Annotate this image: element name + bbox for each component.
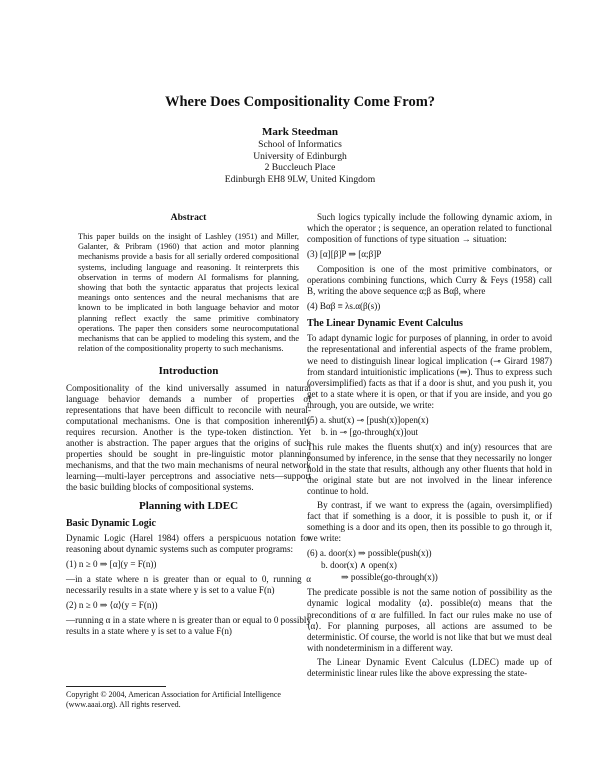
- equation-2: (2) n ≥ 0 ⇒ ⟨α⟩(y = F(n)): [66, 600, 158, 611]
- equation-5b: b. in ⊸ [go-through(x)]out: [321, 426, 419, 437]
- ldec-paragraph: To adapt dynamic logic for purposes of planning, in order to avoid the representational and inferential aspects of the frame problem, we need to distinguish linear logical implication (⊸ Girard 1987) from standard intuitionistic implications (⇒). Thus to express such (oversimplified) facts as that if a door is shut, and you push it, you get to a state where it is open, or that if you are inside, and you go through, you are outside, we write:: [307, 333, 552, 410]
- composition-paragraph: Composition is one of the most primitive combinators, or operations combining functions, which Curry & Feys (1958) call B, writing the above sequence α;β as Bαβ, where: [307, 264, 552, 297]
- right-column: [307, 212, 552, 682]
- author-street: 2 Buccleuch Place: [264, 162, 336, 174]
- dynamic-logic-subheading: Basic Dynamic Logic: [66, 518, 156, 530]
- author-city: Edinburgh EH8 9LW, United Kingdom: [224, 173, 376, 185]
- equation-6a: (6) a. door(x) ⇒ possible(push(x)): [307, 548, 432, 559]
- introduction-heading: Introduction: [158, 365, 219, 378]
- footnote-rule: [66, 686, 166, 687]
- ldec-rules-paragraph: The Linear Dynamic Event Calculus (LDEC) made up of deterministic linear rules like the above expressing the state-: [307, 656, 552, 678]
- dynamic-logic-paragraph: Dynamic Logic (Harel 1984) offers a perspicuous notation for reasoning about dynamic systems such as computer programs:: [66, 533, 311, 555]
- equation-6c: ⇒ possible(go-through(x)): [341, 572, 438, 583]
- copyright-footnote: [66, 686, 311, 710]
- equation-2-gloss: —running α in a state where n is greater than or equal to 0 possibly results in a state where y is set to a value F(n): [66, 615, 311, 637]
- contrast-paragraph: By contrast, if we want to express the (again, oversimplified) fact that if something is a door, it is possible to push it, or if something is a door and its open, then its possible to go through it, we write:: [307, 500, 552, 544]
- ldec-heading: The Linear Dynamic Event Calculus: [307, 318, 463, 330]
- sequence-paragraph: Such logics typically include the following dynamic axiom, in which the operator ; is sequence, an operation related to functional composition of functions of type situation → situation:: [307, 212, 552, 245]
- left-column: [66, 212, 311, 640]
- planning-heading: Planning with LDEC: [138, 500, 239, 512]
- equation-6b: b. door(x) ∧ open(x): [321, 560, 397, 571]
- author-block: [0, 126, 600, 185]
- equation-1-gloss: —in a state where n is greater than or equal to 0, running α necessarily results in a state where y is set to a value F(n): [66, 574, 311, 596]
- author-university: University of Edinburgh: [253, 150, 347, 162]
- abstract-text: This paper builds on the insight of Lashley (1951) and Miller, Galanter, & Pribram (1960) that action and motor planning mechanisms provide a basis for all serially ordered compositional systems, including language and reasoning. It reinterprets this observation in terms of modern AI formalisms for planning, showing that both the syntactic apparatus that projects lexical meanings onto sentences and the neural mechanisms that are known to be implicated in both language behavior and motor planning reflect exactly the same primitive combinatory operations. The paper then considers some neurocomputational mechanisms that can be applied to modeling this system, and the relation of the compositionality property to such mechanisms.: [78, 232, 299, 354]
- author-affiliation: School of Informatics: [258, 139, 342, 150]
- equation-3: (3) [α][β]P ⇒ [α;β]P: [307, 249, 382, 260]
- copyright-text: Copyright © 2004, American Association for Artificial Intelligence (www.aaai.org). All rights reserved.: [66, 690, 281, 709]
- abstract-heading: Abstract: [170, 212, 207, 223]
- introduction-paragraph: Compositionality of the kind universally assumed in natural language behavior demands a number of properties of representations that have been difficult to reconcile with neural-computational mechanisms. One is that composition inherently requires recursion. Another is the type-token distinction. Yet another is abstraction. The paper argues that the origins of such properties should be sought in pre-linguistic motor planning mechanisms, and that the two main mechanisms of neural network learning—multi-layer perceptrons and associative nets—support the basic building blocks of compositional systems.: [66, 382, 311, 492]
- fluents-paragraph: This rule makes the fluents shut(x) and in(y) resources that are consumed by inference, in the sense that they necessarily no longer hold in the state that results, although any other fluents that hold in the original state but are not involved in the linear inference continue to hold.: [307, 441, 552, 497]
- equation-4: (4) Bαβ ≡ λs.α(β(s)): [307, 301, 381, 312]
- paper-title: Where Does Compositionality Come From?: [164, 94, 436, 110]
- equation-1: (1) n ≥ 0 ⇒ [α](y = F(n)): [66, 559, 157, 570]
- possible-paragraph: The predicate possible is not the same notion of possibility as the dynamic logical modality ⟨α⟩. possible(α) means that the preconditions of α are fulfilled. In fact our rules make no use of ⟨α⟩. For planning purposes, all actions are assumed to be deterministic. Of course, the world is not like that but we must deal with nondeterminism in a different way.: [307, 587, 552, 653]
- equation-5a: (5) a. shut(x) ⊸ [push(x)]open(x): [307, 414, 429, 425]
- author-name: Mark Steedman: [261, 126, 339, 138]
